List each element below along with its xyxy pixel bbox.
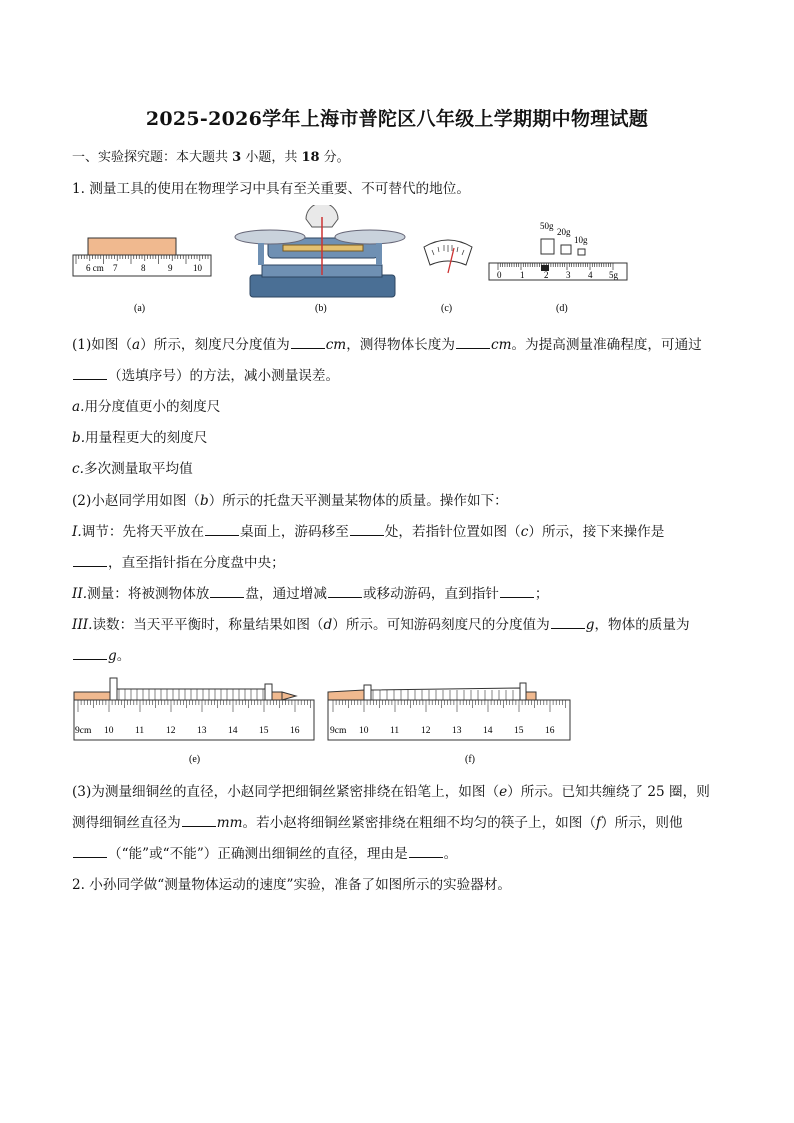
ruler-figure-e <box>74 678 314 740</box>
pointer-scale-figure-c <box>424 240 472 273</box>
rider-label: 1 <box>520 270 525 280</box>
step-read: III.读数：当天平平衡时，称量结果如图（d）所示。可知游码刻度尺的分度值为 g，物体的质量为 <box>72 617 690 633</box>
ruler-a-label: 6 cm <box>86 263 104 273</box>
step-measure: II.测量：将被测物体放 盘，通过增减 或移动游码，直到指针 ； <box>72 586 549 602</box>
figure-caption: (d) <box>556 303 568 314</box>
option-c: c.多次测量取平均值 <box>72 461 193 477</box>
figure-caption: (c) <box>441 303 453 314</box>
ruler-e-label: 9cm <box>75 726 92 736</box>
weight-label: 20g <box>557 227 571 237</box>
rider-label: 4 <box>588 270 593 280</box>
rider-label: 3 <box>566 270 571 280</box>
ruler-f-label: 15 <box>514 726 524 736</box>
ruler-a-label: 9 <box>168 263 173 273</box>
balance-figure-b <box>235 205 405 297</box>
ruler-figure-f <box>328 683 570 740</box>
section-heading: 一、实验探究题：本大题共 3 小题，共 18 分。 <box>72 150 350 165</box>
q2-stem: 2. 小孙同学做“测量物体运动的速度”实验，准备了如图所示的实验器材。 <box>72 877 512 893</box>
q1-part3-cont: 测得细铜丝直径为 mm。若小赵将细铜丝紧密排绕在粗细不均匀的筷子上，如图（f）所示，则他 <box>72 815 683 831</box>
step-adjust-cont: ，直至指针指在分度盘中央； <box>72 551 732 571</box>
weights-figure-d <box>489 221 627 280</box>
ruler-e-label: 11 <box>135 726 145 736</box>
rider-label: 0 <box>497 270 502 280</box>
figure-caption: (b) <box>315 303 327 314</box>
weight-label: 10g <box>574 235 588 245</box>
ruler-e-label: 14 <box>228 726 238 736</box>
step-adjust: I.调节：先将天平放在 桌面上，游码移至 处，若指针位置如图（c）所示，接下来操作是 <box>72 524 665 540</box>
step-read-cont: g。 <box>72 644 732 664</box>
ruler-a-label: 7 <box>113 263 118 273</box>
ruler-f-label: 11 <box>390 726 400 736</box>
ruler-figure-a <box>73 238 211 276</box>
q1-stem: 1. 测量工具的使用在物理学习中具有至关重要、不可替代的地位。 <box>72 181 470 197</box>
figure-caption: (a) <box>134 303 146 314</box>
q1-part3-cont2: （“能”或“不能”）正确测出细铜丝的直径，理由是 。 <box>72 842 732 862</box>
figure-caption: (f) <box>465 754 475 765</box>
ruler-f-label: 14 <box>483 726 493 736</box>
figure-row-ef <box>0 675 794 770</box>
rider-label: 5g <box>609 270 618 280</box>
figure-row-abcd <box>0 205 794 315</box>
rider-label: 2 <box>544 270 549 280</box>
ruler-f-label: 16 <box>545 726 555 736</box>
q1-part1-cont: （选填序号）的方法，减小测量误差。 <box>72 364 732 384</box>
ruler-f-label: 12 <box>421 726 431 736</box>
ruler-f-label: 9cm <box>330 726 347 736</box>
option-a: a.用分度值更小的刻度尺 <box>72 399 221 415</box>
option-b: b.用量程更大的刻度尺 <box>72 430 208 446</box>
q1-part2: (2)小赵同学用如图（b）所示的托盘天平测量某物体的质量。操作如下： <box>72 493 508 509</box>
q1-part3: (3)为测量细铜丝的直径，小赵同学把细铜丝紧密排绕在铅笔上，如图（e）所示。已知共缠绕了 25 圈，则 <box>72 784 710 800</box>
ruler-e-label: 10 <box>104 726 114 736</box>
page-title: 2025-2026学年上海市普陀区八年级上学期期中物理试题 <box>145 108 649 130</box>
weight-label: 50g <box>540 221 554 231</box>
ruler-f-label: 10 <box>359 726 369 736</box>
ruler-f-label: 13 <box>452 726 462 736</box>
q1-part1: (1)如图（a）所示，刻度尺分度值为 cm，测得物体长度为 cm。为提高测量准确程度，可通过 <box>72 337 702 353</box>
ruler-e-label: 13 <box>197 726 207 736</box>
ruler-a-label: 10 <box>193 263 202 273</box>
ruler-a-label: 8 <box>141 263 146 273</box>
ruler-e-label: 12 <box>166 726 176 736</box>
figure-caption: (e) <box>189 754 201 765</box>
ruler-e-label: 16 <box>290 726 300 736</box>
ruler-e-label: 15 <box>259 726 269 736</box>
